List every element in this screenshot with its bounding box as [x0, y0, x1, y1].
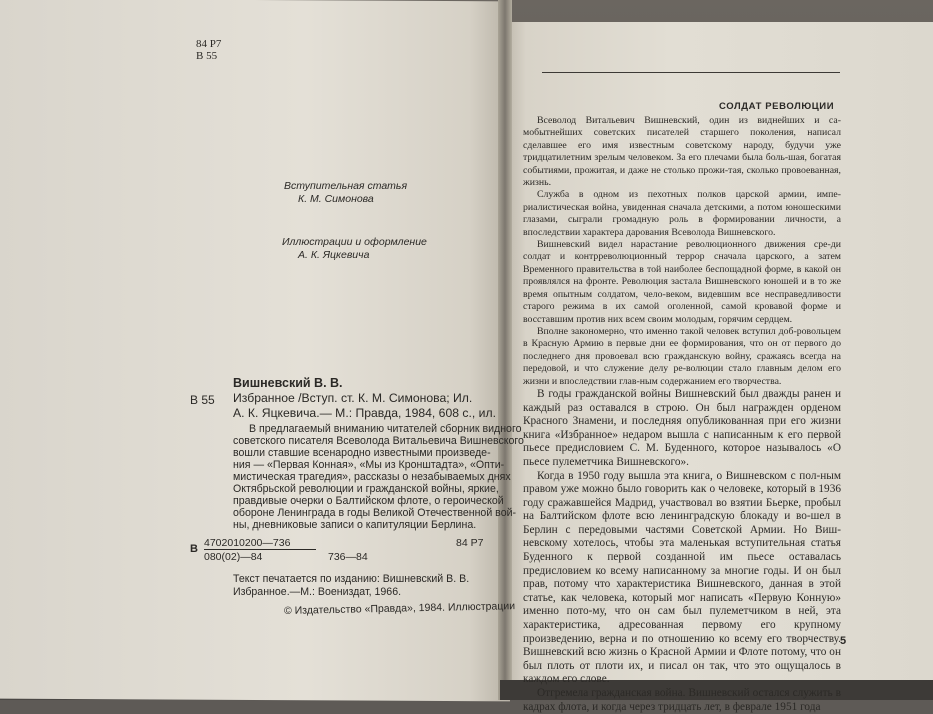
author-mark: В 55: [196, 50, 218, 62]
abstract-line: мистическая трагедия», рассказы о незабываемых днях: [233, 471, 511, 483]
isbn-numerator: 4702010200—736: [204, 537, 291, 549]
body-paragraph: В годы гражданской войны Вишневский был дважды ранен и каждый раз оставался в строю. Он был награжден орденом Красного Знамени, и последняя опубликованная при его жизни книга «Избранное» недаром вышла с написанным к его первой пьесе предисловием С. М. Буденного, которое называлось «О пьесе пулеметчика Вишневского».: [523, 387, 841, 468]
source-line: Избранное.—М.: Воениздат, 1966.: [233, 586, 402, 598]
body-text-column: [523, 115, 841, 714]
illustration-credit-name: А. К. Яцкевича: [298, 249, 370, 261]
header-rule: [542, 72, 840, 73]
intro-credit-name: К. М. Симонова: [298, 193, 374, 205]
abstract-line: советского писателя Всеволода Витальевича Вишневского: [233, 435, 524, 447]
body-paragraph: Вишневский видел нарастание революционного движения сре-ди солдат и контрреволюционный террор сначала царского, а затем Временного правительства в той наиболее беспощадной форме, в какой он проявлялся на фронте. Революция застала Вишневского юношей и в то же время опытным солдатом, чело-веком, видевшим все несправедливости старого режима в их самой оголенной, самой кровавой форме и восставшим против них всем своим молодым, горячим сердцем.: [523, 239, 841, 325]
author-heading: Вишневский В. В.: [233, 376, 343, 390]
abstract-line: ния — «Первая Конная», «Мы из Кронштадта», «Опти-: [233, 459, 505, 471]
book-spine: [498, 0, 512, 700]
abstract-line: вошли ставшие всенародно известными произведе-: [233, 447, 491, 459]
bib-line: Избранное /Вступ. ст. К. М. Симонова; Ил.: [233, 391, 473, 405]
classification-code: 84 Р7: [196, 38, 222, 50]
page-number: 5: [840, 635, 847, 647]
abstract-line: обороне Ленинграда в годы Великой Отечественной вой-: [233, 507, 517, 519]
bib-ref: В 55: [190, 393, 215, 407]
abstract-line: ны, дневниковые записи о капитуляции Берлина.: [233, 519, 477, 531]
isbn-classification: 84 Р7: [456, 537, 484, 549]
chapter-title: СОЛДАТ РЕВОЛЮЦИИ: [719, 101, 835, 112]
abstract-line: правдивые очерки о Балтийском флоте, о героической: [233, 495, 504, 507]
abstract-line: В предлагаемый вниманию читателей сборник видного: [249, 423, 522, 435]
abstract-line: Октябрьской революции и гражданской войны, яркие,: [233, 483, 499, 495]
body-paragraph: Когда в 1950 году вышла эта книга, о Вишневском с пол-ным правом уже можно было говорить как о человеке, который в 1936 году сражавшейся Мадрид, участвовал во взятии Бьерке, пробыл на Балтийском флоте всю ленинградскую блокаду и во-шел в Берлин с передовыми частями Советской Армии. Но Виш-невскому хотелось, чтобы эта маленькая вступительная статья Буденного к первой созданной им пьесе оставалась предисловием ко всему написанному за многие годы. И он был прав, потому что характеристика Вишневского, данная в этой статье, как человека, который мог написать «Первую Конную» именно пото-му, что он сам был пулеметчиком в ней, эта характеристика, адресованная первому его крупному произведению, верна и по отношению ко всему его творчеству. Вишневский всю жизнь о Красной Армии и Флоте потому, что он был плоть от плоти их, и писал он так, что это ощущалось в каждом его слове.: [523, 469, 841, 686]
isbn-denominator: 080(02)—84: [204, 551, 263, 563]
body-paragraph: Вполне закономерно, что именно такой человек вступил доб-ровольцем в Красную Армию в первые дни ее формирования, что он от первого до последнего дня провоевал всю гражданскую войну, сражаясь всегда на передовой, и что служение делу ре-волюции стало главным делом его жизни и впоследствии глав-ным содержанием его творчества.: [523, 325, 841, 387]
copyright-line: © Издательство «Правда», 1984. Иллюстрации: [283, 600, 516, 617]
body-paragraph: Отгремела гражданская война. Вишневский остался служить в кадрах флота, и когда через тридцать лет, в феврале 1951 года: [523, 687, 841, 713]
body-paragraph: Всеволод Витальевич Вишневский, один из виднейших и са-мобытнейших советских писателей старшего поколения, написал сделавшее его имя известным советскому народу, будучи уже тридцатилетним зрелым человеком. За его плечами была боль-шая, богатая событиями, прожитая, и даже не столько прожи-тая, сколько провоеванная, жизнь.: [523, 115, 841, 189]
intro-credit-label: Вступительная статья: [284, 180, 408, 192]
isbn-suffix: 736—84: [328, 551, 368, 563]
source-line: Текст печатается по изданию: Вишневский В. В.: [233, 573, 470, 585]
isbn-fraction-bar: [204, 549, 316, 550]
bib-line: А. К. Яцкевича.— М.: Правда, 1984, 608 с., ил.: [233, 406, 496, 420]
isbn-prefix: В: [190, 543, 198, 555]
body-paragraph: Служба в одном из пехотных полков царской армии, импе-риалистическая война, увиденная сначала детскими, а потом юношескими глазами, сыграли громадную роль в формировании личности, а впоследствии характера дарования Всеволода Вишневского.: [523, 189, 841, 238]
illustration-credit-label: Иллюстрации и оформление: [282, 236, 427, 248]
